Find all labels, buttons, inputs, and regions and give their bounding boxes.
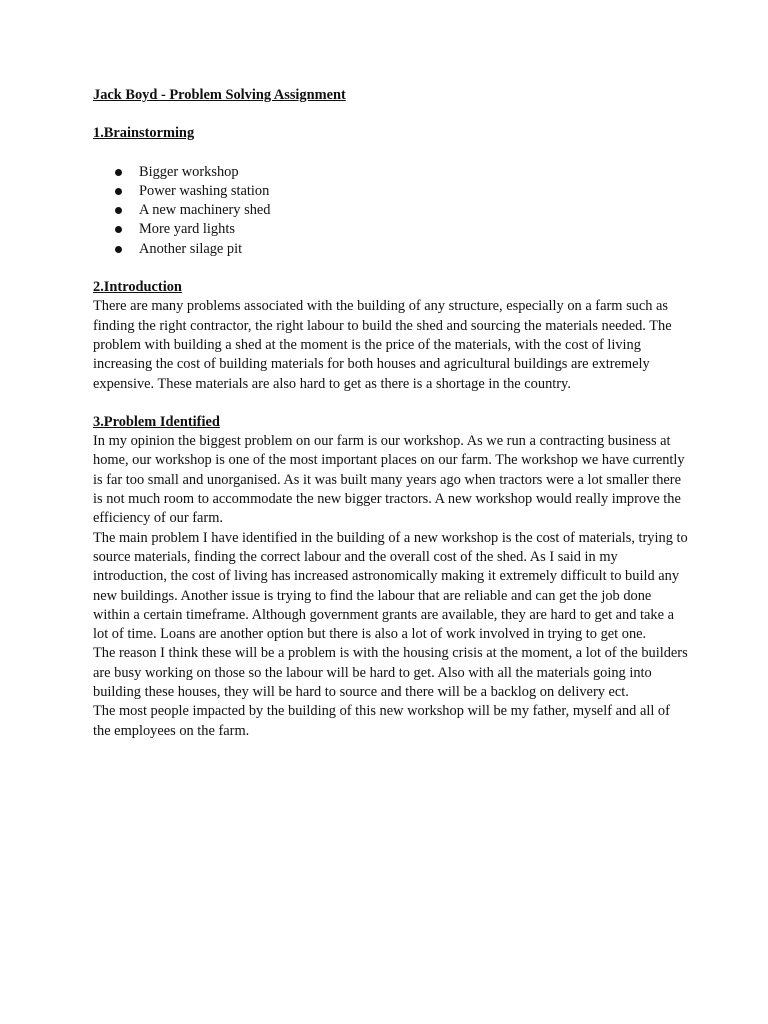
document-title: Jack Boyd - Problem Solving Assignment [93,87,346,103]
list-item-text: More yard lights [139,221,235,238]
list-item-text: Power washing station [139,182,270,199]
list-item [93,182,688,201]
bullet-icon [115,169,122,176]
problem-paragraph-opinion: In my opinion the biggest problem on our farm is our workshop. As we run a contracting business at home, our workshop is one of the most important places on our farm. The workshop we have currently is far too small and unorganised. As it was built many years ago when tractors were a lot smaller there is not much room to accommodate the new bigger tractors. A new workshop would really improve the efficiency of our farm. [93,433,685,527]
problem-paragraph-people-impacted: The most people impacted by the building of this new workshop will be my father, myself and all of the employees on the farm. [93,703,670,739]
problem-paragraph-reason: The reason I think these will be a problem is with the housing crisis at the moment, a lot of the builders are busy working on those so the labour will be hard to get. Also with all the materials going into building these houses, they will be hard to source and there will be a backlog on delivery ect. [93,645,688,701]
list-item [93,240,688,259]
list-item [93,220,688,239]
section-heading-introduction: 2.Introduction [93,279,182,296]
introduction-paragraph: There are many problems associated with the building of any structure, especially on a farm such as finding the right contractor, the right labour to build the shed and sourcing the materials needed. The problem with building a shed at the moment is the price of the materials, with the cost of living increasing the cost of building materials for both houses and agricultural buildings are extremely expensive. These materials are also hard to get as there is a shortage in the country. [93,298,672,392]
bullet-icon [115,188,122,195]
brainstorming-list [93,163,688,259]
list-item-text: A new machinery shed [139,202,271,219]
problem-paragraph-main-problem: The main problem I have identified in the building of a new workshop is the cost of materials, trying to source materials, finding the correct labour and the overall cost of the shed. As I said in my introduction, the cost of living has increased astronomically making it extremely difficult to build any new buildings. Another issue is trying to find the labour that are reliable and can get the job done within a certain timeframe. Although government grants are available, they are hard to get and take a lot of time. Loans are another option but there is also a lot of work involved in trying to get one. [93,529,688,643]
list-item [93,163,688,182]
list-item-text: Bigger workshop [139,163,239,180]
bullet-icon [115,207,122,214]
bullet-icon [115,246,122,253]
bullet-icon [115,226,122,233]
section-heading-problem-identified: 3.Problem Identified [93,413,220,430]
list-item [93,201,688,220]
section-heading-brainstorming: 1.Brainstorming [93,125,195,142]
list-item-text: Another silage pit [139,240,243,257]
